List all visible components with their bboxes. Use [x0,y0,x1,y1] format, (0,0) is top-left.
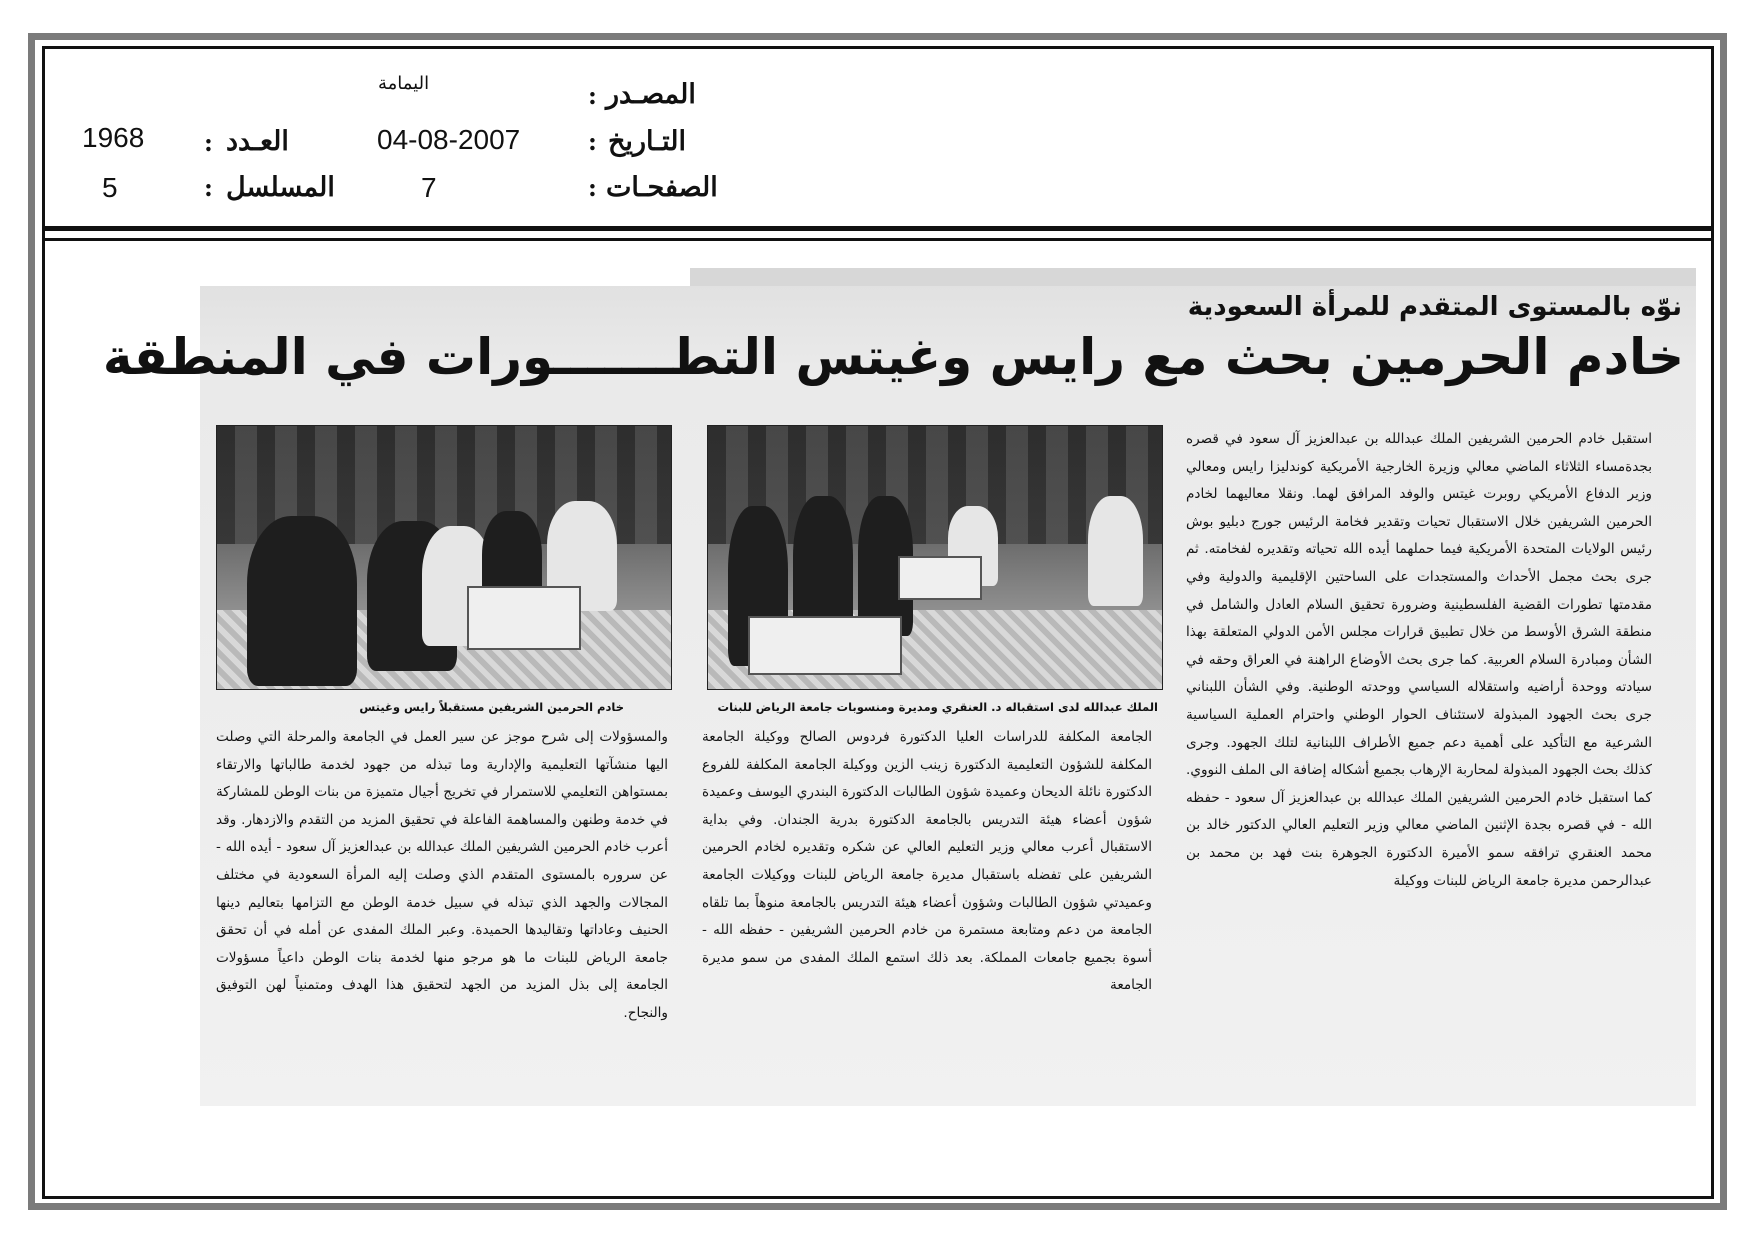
source-label: المصـدر [606,79,696,110]
photo-university-delegation [707,425,1163,690]
issue-label: العـدد [226,126,289,157]
date-label: التـاريخ [608,126,686,157]
date-value: 04-08-2007 [377,124,521,155]
header-divider-secondary [42,238,1714,241]
pages-colon: : [588,173,597,202]
article-column-left: والمسؤولات إلى شرح موجز عن سير العمل في الجامعة والمرحلة التي وصلت اليها منشآتها التعليمية والإدارية وما تبذله من جهود لخدمة طالباتها والارتقاء بمستواهن التعليمي للاستمرار في تخريج أجيال متميزة من بنات الوطن للمشاركة في خدمة وطنهن والمساهمة الفاعلة في تحقيق المزيد من التقدم والازدهار. وقد أعرب خادم الحرمين الشريفين الملك عبدالله بن عبدالعزيز آل سعود - أيده الله - عن سروره بالمستوى المتقدم الذي وصلت إليه المرأة السعودية في مختلف المجالات والجهد الذي تبذله في سبيل خدمة الوطن مع التزامها بتعاليم دينها الحنيف وعاداتها وتقاليدها الحميدة. وعبر الملك المفدى عن أمله في أن تحقق جامعة الرياض للبنات ما هو مرجو منها لخدمة بنات الوطن داعياً مسؤولات الجامعة إلى بذل المزيد من الجهد لتحقيق هذا الهدف ومتمنياً لهن التوفيق والنجاح. [216,729,668,1021]
pages-label: الصفحـات [606,172,718,203]
article-headline: خادم الحرمين بحث مع رايس وغيتس التطـــــــورات في المنطقة [102,328,1684,386]
pages-value: 7 [421,172,437,203]
article-column-right: استقبل خادم الحرمين الشريفين الملك عبدالله بن عبدالعزيز آل سعود في قصره بجدةمساء الثلاثاء الماضي معالي وزيرة الخارجية الأمريكية كوندليزا رايس ومعالي وزير الدفاع الأمريكي روبرت غيتس والوفد المرافق لهما. ونقلا معاليهما لخادم الحرمين الشريفين خلال الاستقبال تحيات وتقدير فخامة الرئيس جورج دبليو بوش رئيس الولايات المتحدة الأمريكية فيما حملهما أيده الله تحياته وتقديره لفخامته. ثم جرى بحث مجمل الأحداث والمستجدات على الساحتين الإقليمية والدولية وفي مقدمتها تطورات القضية الفلسطينية وضرورة تحقيق السلام العادل والشامل في منطقة الشرق الأوسط من خلال تطبيق قرارات مجلس الأمن الدولي المتعلقة بهذا الشأن ومبادرة السلام العربية. كما جرى بحث الأوضاع الراهنة في العراق وحقه في سيادته ووحدة أراضيه واستقلاله السياسي ووحدته الوطنية. وفي الشأن اللبناني جرى بحث الجهود المبذولة لاستئناف الحوار الوطني واحترام العملية السياسية الشرعية مع التأكيد على أهمية دعم جميع الأطراف اللبنانية لتلك الجهود. وجرى كذلك بحث الجهود المبذولة لمحاربة الإرهاب بجميع أشكاله إضافة الى الملف النووي. كما استقبل خادم الحرمين الشريفين الملك عبدالله بن عبدالعزيز آل سعود - حفظه الله - في قصره بجدة الإثنين الماضي معالي وزير التعليم العالي الدكتور خالد بن محمد العنقري ترافقه سمو الأميرة الدكتورة الجوهرة بنت فهد بن محمد بن عبدالرحمن مديرة جامعة الرياض للبنات ووكيلة [1186,431,1652,889]
issue-colon: : [204,128,213,157]
header-divider [42,226,1714,231]
article-kicker: نوّه بالمستوى المتقدم للمرأة السعودية [1187,292,1682,322]
photo-left-caption: خادم الحرمين الشريفين مستقبلاً رايس وغيتس [359,700,624,714]
source-colon: : [588,81,597,110]
date-colon: : [588,127,597,156]
serial-label: المسلسل [226,172,335,203]
serial-value: 5 [102,172,118,203]
article-column-middle: الجامعة المكلفة للدراسات العليا الدكتورة فردوس الصالح ووكيلة الجامعة المكلفة للشؤون التعليمية الدكتورة زينب الزين ووكيلة الجامعة المكلفة للفروع الدكتورة نائلة الديحان وعميدة شؤون الطالبات الدكتورة البندري اليوسف وعميدة شؤون أعضاء هيئة التدريس بالجامعة الدكتورة بدرية الجندان. وفي بداية الاستقبال أعرب معالي وزير التعليم العالي عن شكره وتقديره لخادم الحرمين الشريفين على تفضله باستقبال مديرة جامعة الرياض للبنات ووكيلات الجامعة وعميدتي شؤون الطالبات وشؤون أعضاء هيئة التدريس بالجامعة منوهاً بما تلقاه الجامعة من دعم ومتابعة مستمرة من خادم الحرمين الشريفين - حفظه الله - أسوة بجميع جامعات المملكة. بعد ذلك استمع الملك المفدى من سمو مديرة الجامعة [702,729,1152,994]
photo-right-caption: الملك عبدالله لدى استقباله د. العنقري ومديرة ومنسوبات جامعة الرياض للبنات [717,700,1158,714]
source-value: اليمامة [378,73,430,94]
newspaper-clipping [102,268,1696,1106]
issue-value: 1968 [82,122,145,153]
photo-rice-gates-meeting [216,425,672,690]
serial-colon: : [204,173,213,202]
